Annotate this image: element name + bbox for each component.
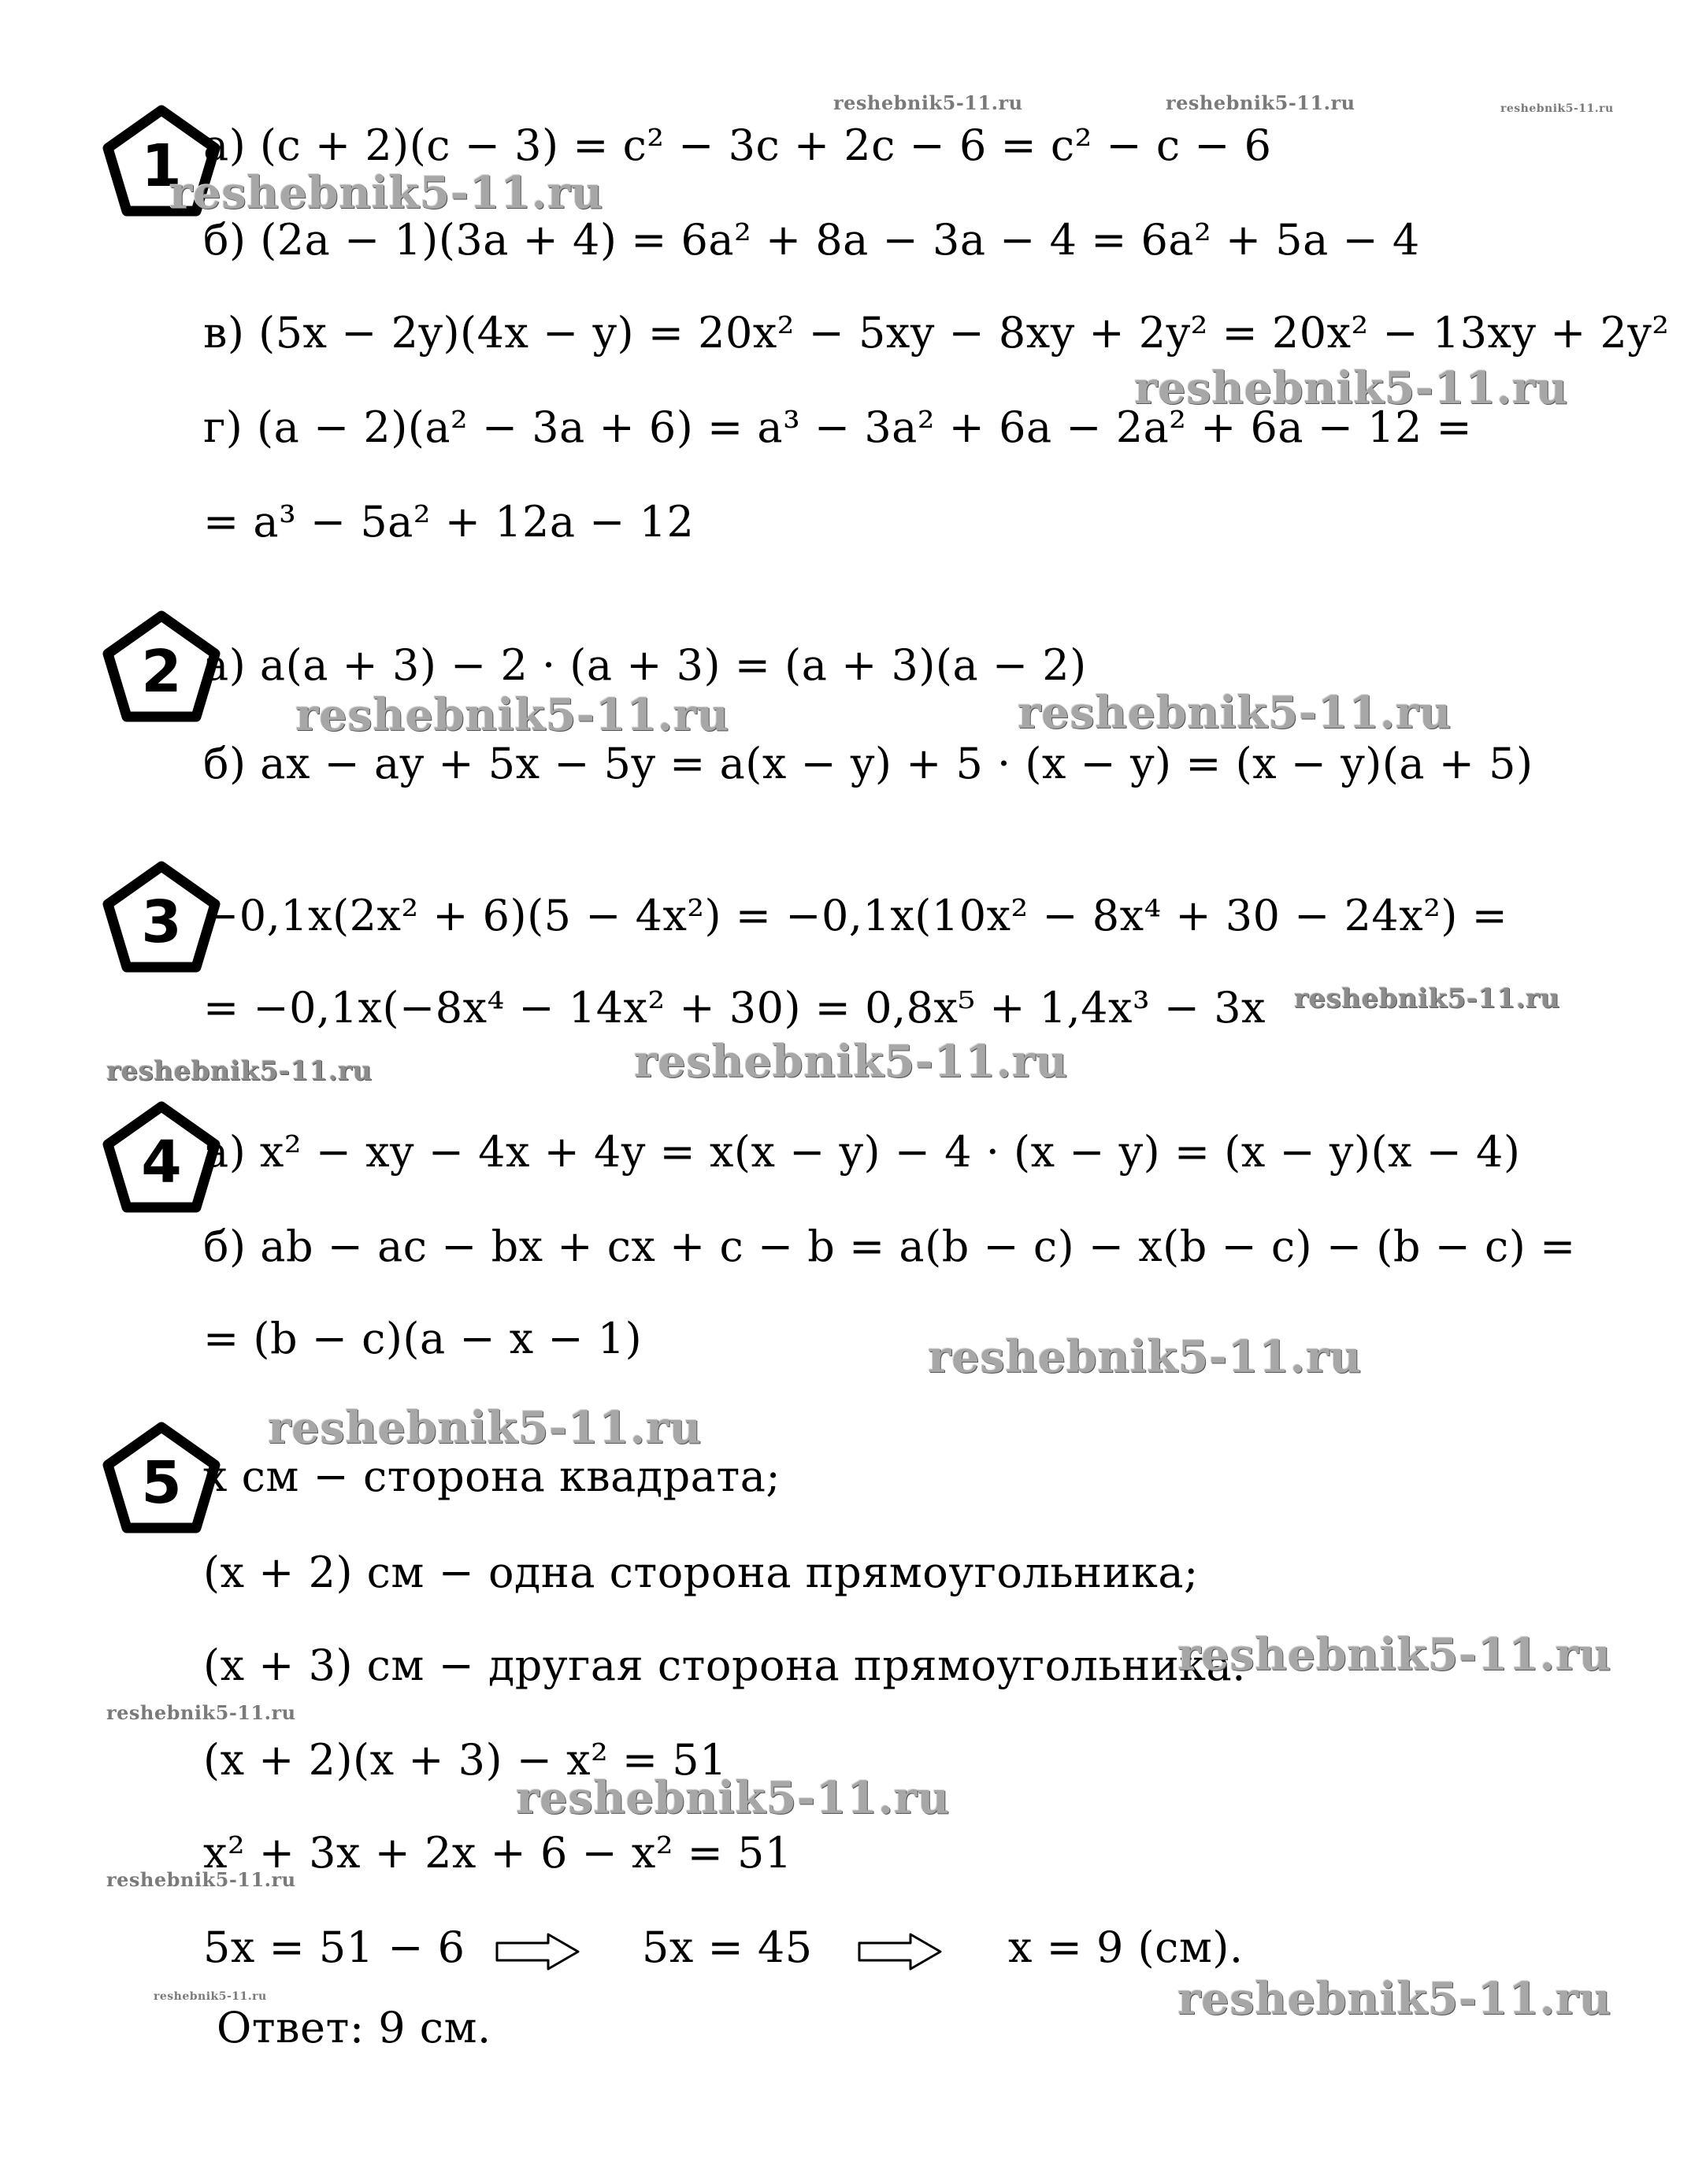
- problem-1-line-d: г) (a − 2)(a² − 3a + 6) = a³ − 3a² + 6a − 2a² + 6a − 12 =: [203, 402, 1473, 452]
- problem-5-step-2: 5x = 45: [642, 1923, 813, 1972]
- problem-5-step-3: x = 9 (см).: [1008, 1923, 1244, 1972]
- watermark: reshebnik5-11.ru: [1177, 1973, 1611, 2025]
- watermark: reshebnik5-11.ru: [1177, 1629, 1611, 1681]
- problem-5-number: 5: [141, 1449, 182, 1517]
- problem-1-line-a: а) (c + 2)(c − 3) = c² − 3c + 2c − 6 = c² − c − 6: [203, 121, 1272, 170]
- problem-5-line-4: (x + 2)(x + 3) − x² = 51: [203, 1735, 728, 1785]
- watermark: reshebnik5-11.ru: [154, 1990, 267, 2003]
- watermark: reshebnik5-11.ru: [928, 1331, 1362, 1383]
- problem-4-line-b: б) ab − ac − bx + cx + c − b = a(b − c) − x(b − c) − (b − c) =: [203, 1222, 1576, 1271]
- watermark: reshebnik5-11.ru: [634, 1036, 1068, 1088]
- problem-1-line-c: в) (5x − 2y)(4x − y) = 20x² − 5xy − 8xy + 2y² = 20x² − 13xy + 2y²: [203, 308, 1670, 358]
- problem-1-number: 1: [141, 132, 182, 200]
- problem-5-step-1: 5x = 51 − 6: [203, 1923, 465, 1972]
- problem-5-line-5: x² + 3x + 2x + 6 − x² = 51: [203, 1828, 792, 1878]
- watermark: reshebnik5-11.ru: [1134, 362, 1568, 414]
- problem-2-line-b: б) ax − ay + 5x − 5y = a(x − y) + 5 · (x − y) = (x − y)(a + 5): [203, 739, 1533, 788]
- watermark: reshebnik5-11.ru: [1018, 687, 1452, 739]
- problem-3-line-2: = −0,1x(−8x⁴ − 14x² + 30) = 0,8x⁵ + 1,4x³ − 3x: [203, 983, 1266, 1033]
- problem-1-line-b: б) (2a − 1)(3a + 4) = 6a² + 8a − 3a − 4 = 6a² + 5a − 4: [203, 215, 1420, 265]
- problem-2-line-a: а) a(a + 3) − 2 · (a + 3) = (a + 3)(a − 2): [203, 640, 1087, 690]
- arrow-right-icon: [495, 1932, 581, 1971]
- problem-5-line-3: (x + 3) см − другая сторона прямоугольника.: [203, 1641, 1246, 1690]
- problem-5-line-1: x см − сторона квадрата;: [203, 1452, 781, 1501]
- problem-2-number: 2: [141, 638, 182, 706]
- problem-4-number: 4: [141, 1129, 182, 1196]
- problem-5-answer: Ответ: 9 см.: [217, 2003, 491, 2052]
- watermark: reshebnik5-11.ru: [106, 1701, 296, 1724]
- watermark: reshebnik5-11.ru: [268, 1402, 702, 1454]
- problem-3-line-1: −0,1x(2x² + 6)(5 − 4x²) = −0,1x(10x² − 8x⁴ + 30 − 24x²) =: [203, 891, 1508, 940]
- problem-4-line-b-cont: = (b − c)(a − x − 1): [203, 1314, 643, 1363]
- problem-4-line-a: а) x² − xy − 4x + 4y = x(x − y) − 4 · (x − y) = (x − y)(x − 4): [203, 1127, 1521, 1177]
- watermark: reshebnik5-11.ru: [833, 91, 1023, 114]
- watermark: reshebnik5-11.ru: [295, 689, 729, 741]
- problem-1-line-d-cont: = a³ − 5a² + 12a − 12: [203, 497, 695, 547]
- watermark: reshebnik5-11.ru: [1500, 102, 1614, 115]
- watermark: reshebnik5-11.ru: [1294, 983, 1560, 1014]
- watermark: reshebnik5-11.ru: [1166, 91, 1355, 114]
- watermark: reshebnik5-11.ru: [516, 1772, 950, 1824]
- watermark: reshebnik5-11.ru: [106, 1868, 296, 1891]
- watermark: reshebnik5-11.ru: [106, 1055, 373, 1087]
- problem-5-line-2: (x + 2) см − одна сторона прямоугольника;: [203, 1548, 1199, 1597]
- problem-3-number: 3: [141, 888, 182, 956]
- arrow-right-icon: [857, 1932, 944, 1971]
- watermark: reshebnik5-11.ru: [169, 167, 603, 219]
